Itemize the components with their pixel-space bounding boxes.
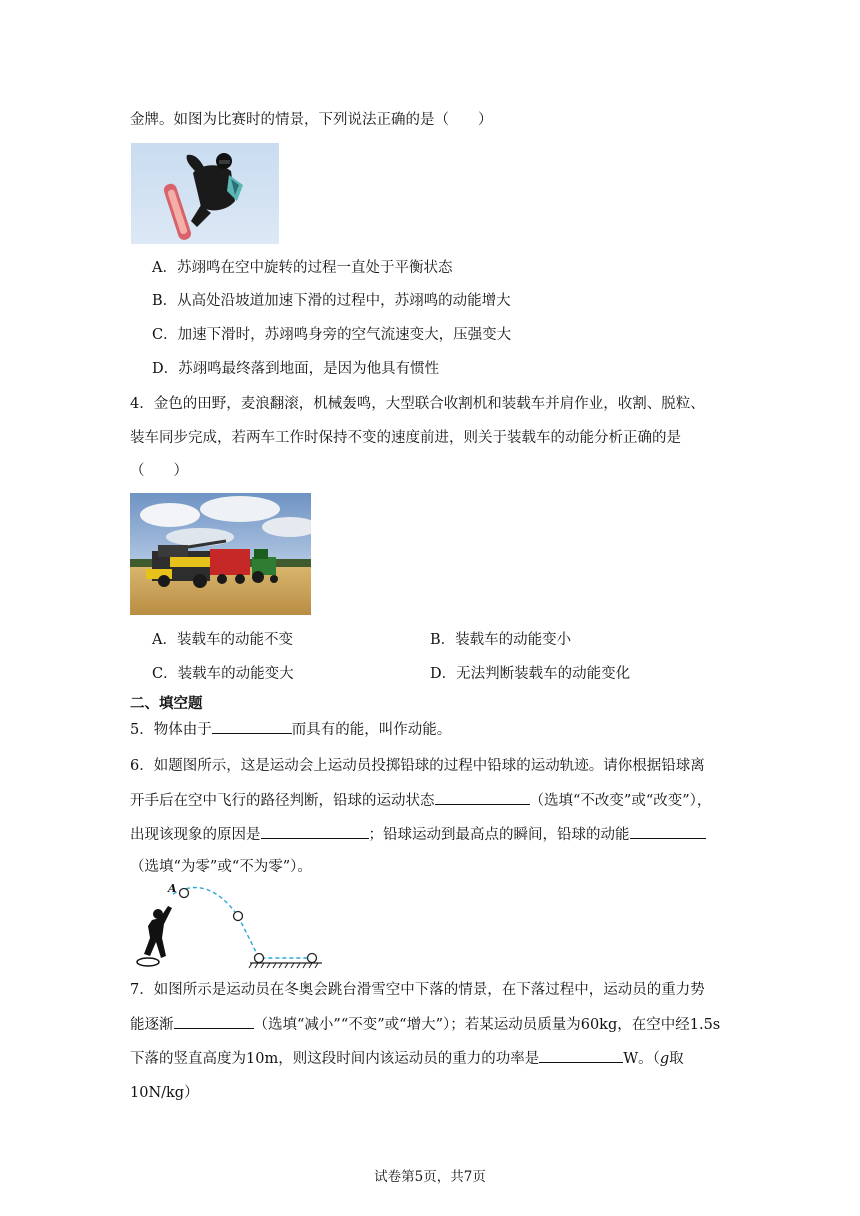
q6-line3 bbox=[130, 824, 706, 845]
q5-text-after: 而具有的能，叫作动能。 bbox=[291, 722, 452, 738]
q7-line1: 7．如图所示是运动员在冬奥会跳台滑雪空中下落的情景，在下落过程中，运动员的重力势 bbox=[130, 982, 705, 998]
q6-answer-blank-2[interactable] bbox=[261, 824, 369, 839]
harvester-photo bbox=[130, 493, 311, 615]
q7-line3-unit: W。（ bbox=[623, 1051, 660, 1067]
q6-line4: （选填“为零”或“不为零”）。 bbox=[130, 859, 312, 875]
q3-option-b: B．从高处沿坡道加速下滑的过程中，苏翊鸣的动能增大 bbox=[152, 293, 511, 309]
q7-line3-before: 下落的竖直高度为10m，则这段时间内该运动员的重力的功率是 bbox=[130, 1051, 540, 1067]
q4-stem-line1: 4．金色的田野，麦浪翻滚，机械轰鸣，大型联合收割机和装载车并肩作业，收割、脱粒、 bbox=[130, 396, 705, 412]
q4-stem-line2: 装车同步完成，若两车工作时保持不变的速度前进，则关于装载车的动能分析正确的是 bbox=[130, 430, 681, 446]
page-footer: 试卷第5页，共7页 bbox=[374, 1169, 486, 1185]
q7-line3 bbox=[130, 1048, 684, 1069]
q6-line3-a: 出现该现象的原因是 bbox=[130, 827, 261, 843]
q5-text-before: 5．物体由于 bbox=[130, 722, 212, 738]
q3-stem: 金牌。如图为比赛时的情景，下列说法正确的是（ ） bbox=[130, 112, 493, 128]
q3-option-a: A．苏翊鸣在空中旋转的过程一直处于平衡状态 bbox=[152, 260, 453, 276]
q7-line2 bbox=[130, 1014, 720, 1035]
q7-line2-before: 能逐渐 bbox=[130, 1017, 174, 1033]
q4-option-a: A．装载车的动能不变 bbox=[152, 632, 293, 648]
athlete-figure bbox=[144, 906, 172, 958]
q3-option-c: C．加速下滑时，苏翊鸣身旁的空气流速变大，压强变大 bbox=[152, 327, 512, 343]
q6-line2-after: （选填“不改变”或“改变”）， bbox=[529, 793, 712, 809]
q4-option-c: C．装载车的动能变大 bbox=[152, 666, 294, 682]
snowboarder-photo bbox=[131, 143, 279, 244]
ball-position-landing bbox=[255, 954, 264, 963]
q7-line4: 10N/kg） bbox=[130, 1085, 199, 1101]
ball-position-rest bbox=[308, 954, 317, 963]
q6-answer-blank-3[interactable] bbox=[630, 824, 706, 839]
q6-line2 bbox=[130, 790, 711, 811]
section-fill-in-heading: 二、填空题 bbox=[130, 696, 203, 712]
q4-stem-line3: （ ） bbox=[130, 463, 188, 479]
q7-answer-blank-1[interactable] bbox=[174, 1014, 254, 1029]
q7-line3-after: 取 bbox=[669, 1051, 684, 1067]
q5-line bbox=[130, 719, 451, 740]
q6-line1: 6．如题图所示，这是运动会上运动员投掷铅球的过程中铅球的运动轨迹。请你根据铅球离 bbox=[130, 758, 705, 774]
q7-g-symbol: g bbox=[659, 1051, 670, 1067]
q7-answer-blank-2[interactable] bbox=[539, 1048, 623, 1063]
q5-answer-blank[interactable] bbox=[212, 719, 292, 734]
ball-position-mid bbox=[234, 912, 243, 921]
q4-option-b: B．装载车的动能变小 bbox=[430, 632, 572, 648]
q3-option-d: D．苏翊鸣最终落到地面，是因为他具有惯性 bbox=[152, 361, 440, 377]
ball-position-a bbox=[180, 889, 189, 898]
point-label-a: A bbox=[168, 882, 177, 895]
q6-line3-b: ；铅球运动到最高点的瞬间，铅球的动能 bbox=[368, 827, 630, 843]
shot-put-trajectory-diagram bbox=[128, 876, 328, 972]
q6-answer-blank-1[interactable] bbox=[435, 790, 530, 805]
q4-option-d: D．无法判断装载车的动能变化 bbox=[430, 666, 631, 682]
q7-line2-after: （选填“减小”“不变”或“增大”）；若某运动员质量为60kg，在空中经1.5s bbox=[253, 1017, 721, 1033]
q6-line2-before: 开手后在空中飞行的路径判断，铅球的运动状态 bbox=[130, 793, 435, 809]
